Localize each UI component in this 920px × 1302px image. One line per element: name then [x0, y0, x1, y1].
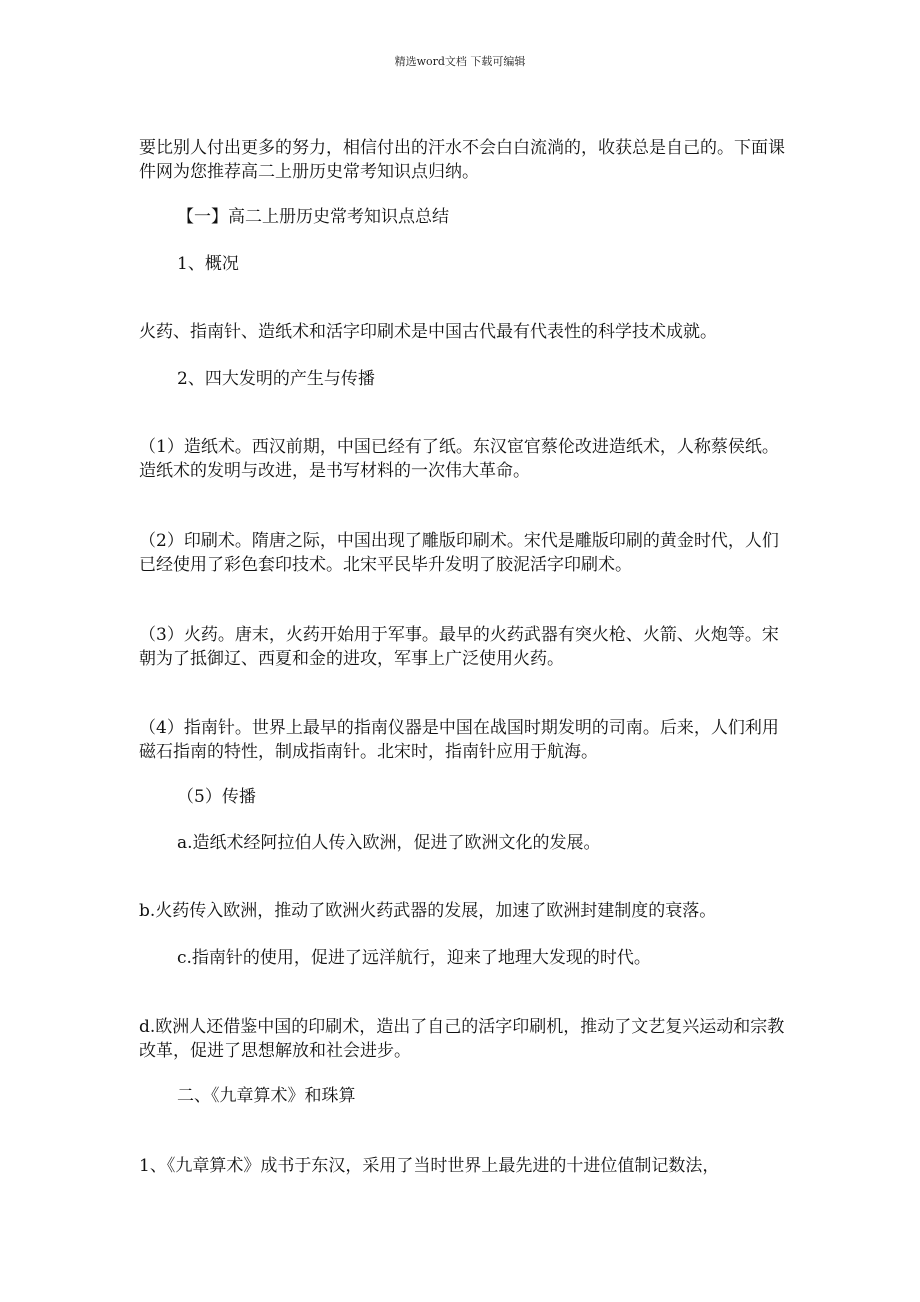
subheading-inventions: 2、四大发明的产生与传播 — [177, 369, 375, 389]
subheading-spread: （5）传播 — [177, 787, 256, 807]
overview-paragraph: 火药、指南针、造纸术和活字印刷术是中国古代最有代表性的科学技术成就。 — [139, 322, 717, 342]
paragraph-printing: （2）印刷术。隋唐之际，中国出现了雕版印刷术。宋代是雕版印刷的黄金时代，人们已经使用了彩色套印技术。北宋平民毕升发明了胶泥活字印刷术。 — [139, 531, 779, 575]
paragraph-papermaking: （1）造纸术。西汉前期，中国已经有了纸。东汉宦官蔡伦改进造纸术，人称蔡侯纸。造纸术的发明与改进，是书写材料的一次伟大革命。 — [139, 437, 779, 481]
section-heading-2: 二、《九章算术》和珠算 — [177, 1086, 356, 1106]
list-item-c: c.指南针的使用，促进了远洋航行，迎来了地理大发现的时代。 — [177, 948, 651, 968]
paragraph-compass: （4）指南针。世界上最早的指南仪器是中国在战国时期发明的司南。后来，人们利用磁石指南的特性，制成指南针。北宋时，指南针应用于航海。 — [139, 718, 779, 762]
paragraph-gunpowder: （3）火药。唐末，火药开始用于军事。最早的火药武器有突火枪、火箭、火炮等。宋朝为了抵御辽、西夏和金的进攻，军事上广泛使用火药。 — [139, 625, 779, 669]
list-item-a: a.造纸术经阿拉伯人传入欧洲，促进了欧洲文化的发展。 — [177, 833, 601, 853]
intro-paragraph: 要比别人付出更多的努力，相信付出的汗水不会白白流淌的，收获总是自己的。下面课件网为您推荐高二上册历史常考知识点归纳。 — [139, 138, 785, 182]
list-item-d: d.欧洲人还借鉴中国的印刷术，造出了自己的活字印刷机，推动了文艺复兴运动和宗教改革，促进了思想解放和社会进步。 — [139, 1017, 785, 1061]
paragraph-nine-chapters: 1、《九章算术》成书于东汉，采用了当时世界上最先进的十进位值制记数法， — [139, 1156, 720, 1176]
subheading-overview: 1、概况 — [177, 254, 239, 274]
page-header: 精选word文档 下载可编辑 — [394, 55, 526, 68]
list-item-b: b.火药传入欧洲，推动了欧洲火药武器的发展，加速了欧洲封建制度的衰落。 — [139, 901, 717, 921]
section-heading: 【一】高二上册历史常考知识点总结 — [177, 207, 449, 227]
